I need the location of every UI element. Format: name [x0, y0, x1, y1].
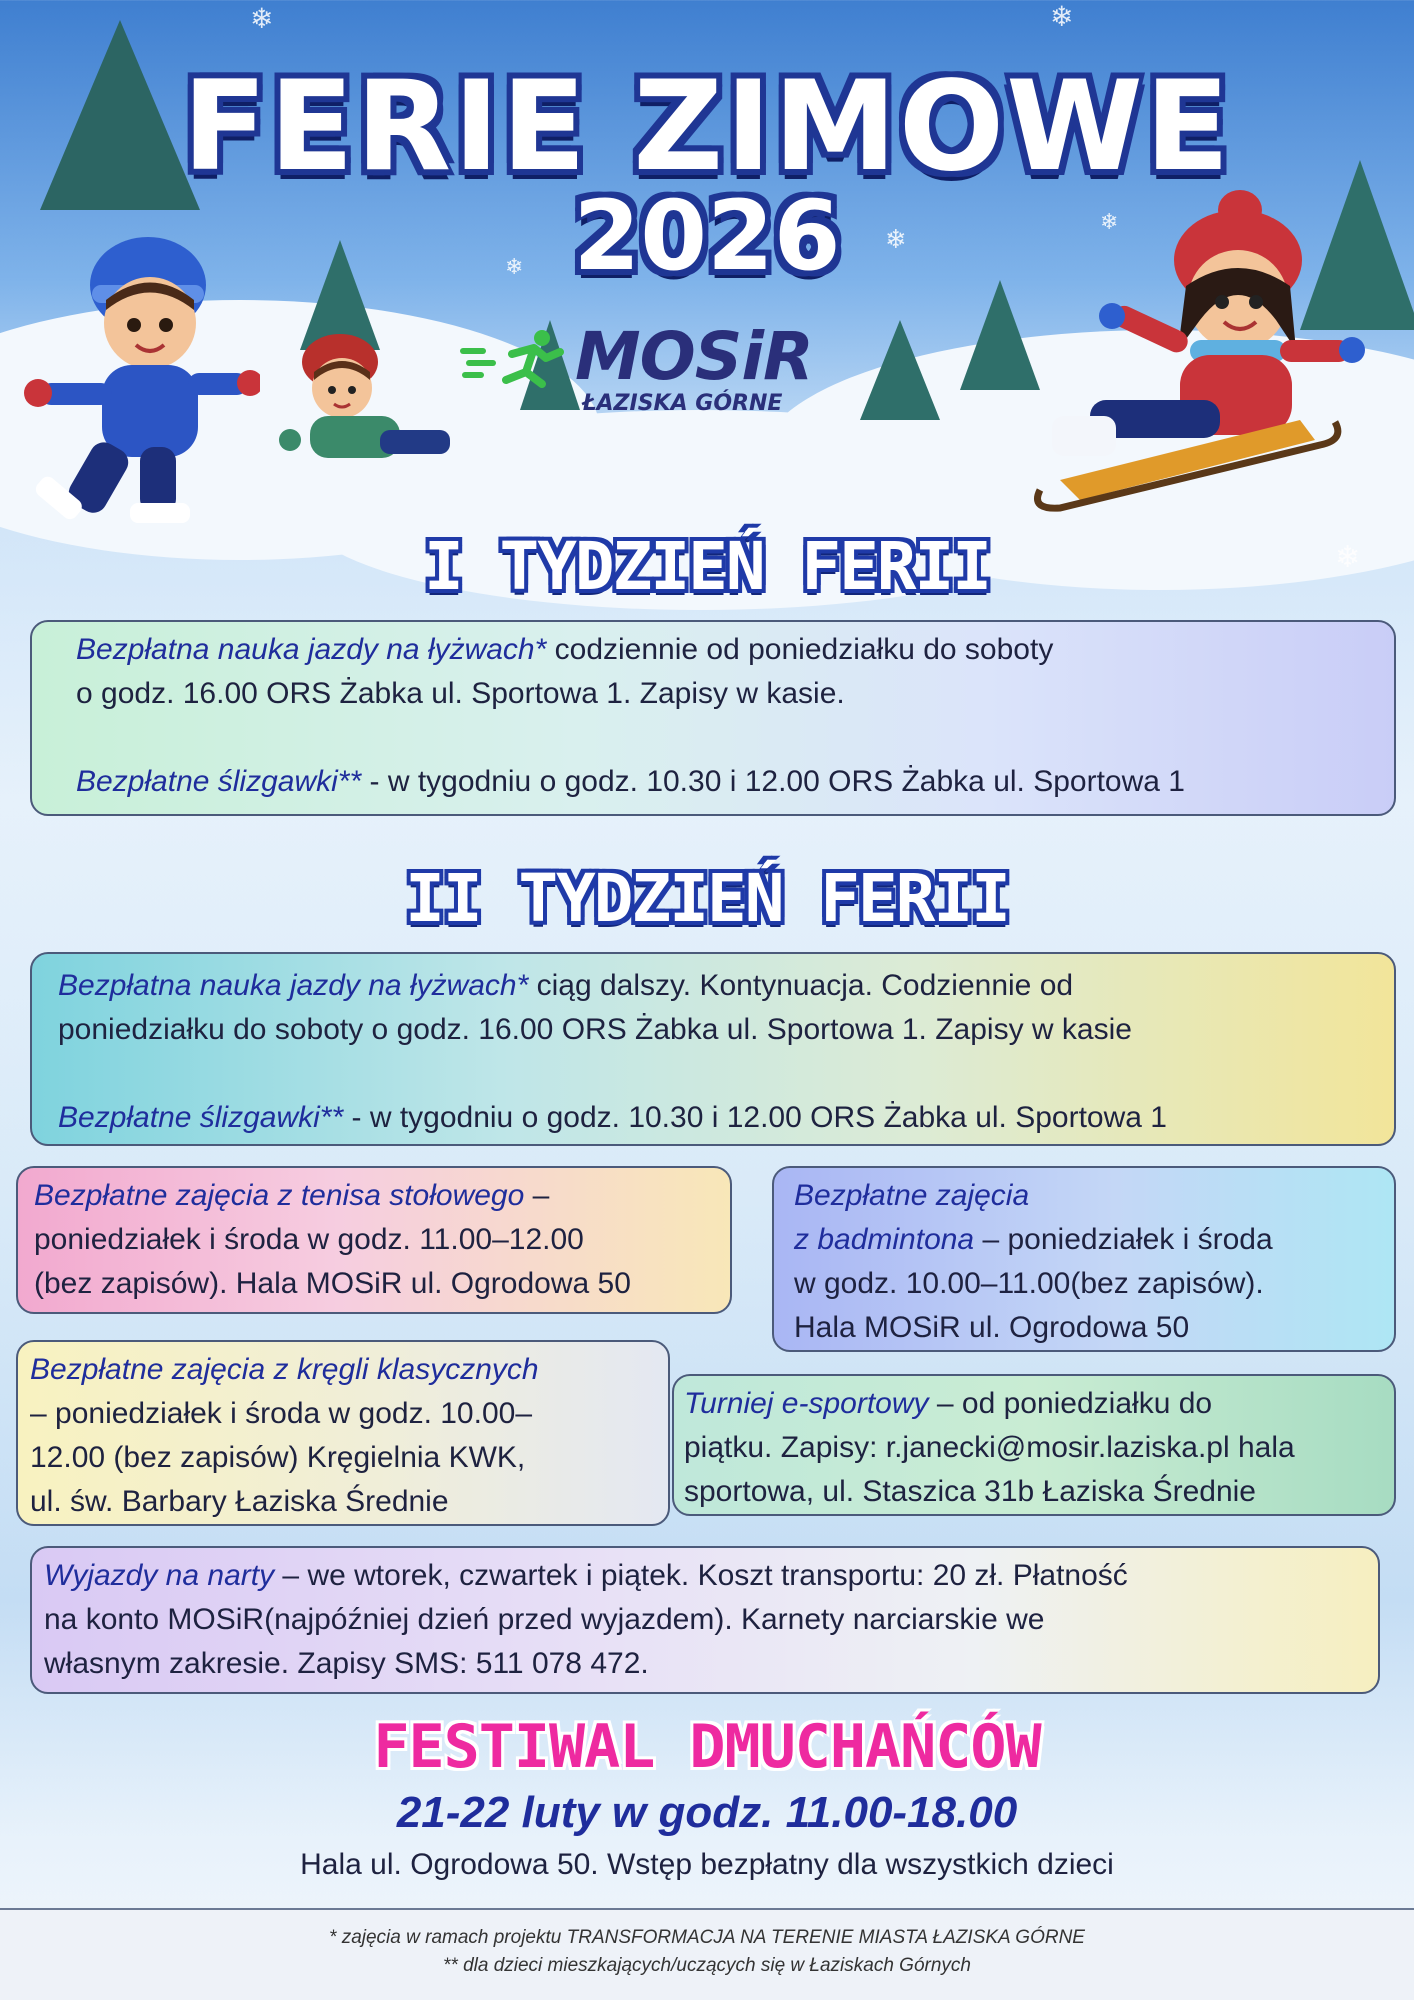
table-tennis-line3: (bez zapisów). Hala MOSiR ul. Ogrodowa 50 — [34, 1267, 631, 1300]
week2-box — [30, 952, 1396, 1146]
bowling-line3: 12.00 (bez zapisów) Kręgielnia KWK, — [30, 1441, 526, 1474]
week1-title: I TYDZIEŃ FERII — [423, 528, 991, 605]
week1-skating-text: codziennie od poniedziałku do soboty — [546, 633, 1054, 666]
week2-skating-text-2: poniedziałku do soboty o godz. 16.00 ORS Żabka ul. Sportowa 1. Zapisy w kasie — [58, 1013, 1132, 1046]
bowling-line2: – poniedziałek i środa w godz. 10.00– — [30, 1397, 533, 1430]
table-tennis-highlight: Bezpłatne zajęcia z tenisa stołowego — [34, 1179, 525, 1212]
week2-skating-highlight: Bezpłatna nauka jazdy na łyżwach* — [58, 969, 529, 1002]
snowflake-icon: ❄ — [250, 2, 274, 35]
festival-title: FESTIWAL DMUCHAŃCÓW — [373, 1712, 1041, 1782]
snowflake-icon: ❄ — [1100, 210, 1119, 235]
ski-highlight: Wyjazdy na narty — [44, 1559, 275, 1592]
festival-date: 21-22 luty w godz. 11.00-18.00 — [396, 1788, 1018, 1837]
week1-rink-text: - w tygodniu o godz. 10.30 i 12.00 ORS Żabka ul. Sportowa 1 — [361, 765, 1185, 798]
badminton-line2: – poniedziałek i środa — [974, 1223, 1273, 1256]
bowling-highlight: Bezpłatne zajęcia z kręgli klasycznych — [30, 1353, 539, 1386]
logo-subtitle: ŁAZISKA GÓRNE — [582, 391, 783, 416]
ski-line3: własnym zakresie. Zapisy SMS: 511 078 472. — [44, 1647, 649, 1680]
ski-line2: na konto MOSiR(najpóźniej dzień przed wyjazdem). Karnety narciarskie we — [44, 1603, 1045, 1636]
ski-line1: – we wtorek, czwartek i piątek. Koszt transportu: 20 zł. Płatność — [274, 1559, 1128, 1592]
logo-name: MOSiR — [575, 318, 813, 395]
esport-line1: – od poniedziałku do — [928, 1387, 1213, 1420]
week1-box — [30, 620, 1396, 816]
esport-highlight: Turniej e-sportowy — [684, 1387, 929, 1420]
badminton-highlight-2: z badmintona — [794, 1223, 975, 1256]
sliding-boy-illustration — [270, 330, 460, 480]
esport-line2: piątku. Zapisy: r.janecki@mosir.laziska.pl hala — [684, 1431, 1295, 1464]
mosir-logo — [460, 318, 880, 418]
week2-skating-text: ciąg dalszy. Kontynuacja. Codziennie od — [528, 969, 1074, 1002]
footnote-1: * zajęcia w ramach projektu TRANSFORMACJA NA TERENIE MIASTA ŁAZISKA GÓRNE — [329, 1927, 1085, 1948]
snowflake-icon: ❄ — [1335, 540, 1361, 575]
badminton-line3: w godz. 10.00–11.00(bez zapisów). — [794, 1267, 1264, 1300]
table-tennis-line1: – — [524, 1179, 550, 1212]
poster-year: 2026 — [573, 180, 841, 292]
badminton-highlight-1: Bezpłatne zajęcia — [794, 1179, 1030, 1212]
esport-box — [672, 1374, 1396, 1516]
snowflake-icon: ❄ — [885, 225, 907, 255]
footer-notes — [0, 1908, 1414, 2000]
snowflake-icon: ❄ — [505, 255, 524, 280]
week2-rink-highlight: Bezpłatne ślizgawki** — [58, 1101, 344, 1134]
badminton-box — [772, 1166, 1396, 1352]
bowling-box — [16, 1340, 670, 1526]
week1-rink-highlight: Bezpłatne ślizgawki** — [76, 765, 362, 798]
poster-title: FERIE ZIMOWE — [182, 55, 1232, 199]
bowling-line4: ul. św. Barbary Łaziska Średnie — [30, 1485, 449, 1518]
week2-title: II TYDZIEŃ FERII — [405, 860, 1009, 937]
week2-rink-text: - w tygodniu o godz. 10.30 i 12.00 ORS Żabka ul. Sportowa 1 — [343, 1101, 1167, 1134]
festival-info: Hala ul. Ogrodowa 50. Wstęp bezpłatny dla wszystkich dzieci — [300, 1848, 1114, 1881]
snowflake-icon: ❄ — [1050, 0, 1074, 33]
ski-trips-box — [30, 1546, 1380, 1694]
table-tennis-line2: poniedziałek i środa w godz. 11.00–12.00 — [34, 1223, 584, 1256]
runner-icon — [460, 328, 570, 388]
week1-skating-text-2: o godz. 16.00 ORS Żabka ul. Sportowa 1. Zapisy w kasie. — [76, 677, 845, 710]
table-tennis-box — [16, 1166, 732, 1314]
footnote-2: ** dla dzieci mieszkających/uczących się w Łaziskach Górnych — [443, 1955, 971, 1976]
week1-skating-highlight: Bezpłatna nauka jazdy na łyżwach* — [76, 633, 547, 666]
esport-line3: sportowa, ul. Staszica 31b Łaziska Średnie — [684, 1475, 1256, 1508]
badminton-line4: Hala MOSiR ul. Ogrodowa 50 — [794, 1311, 1190, 1344]
